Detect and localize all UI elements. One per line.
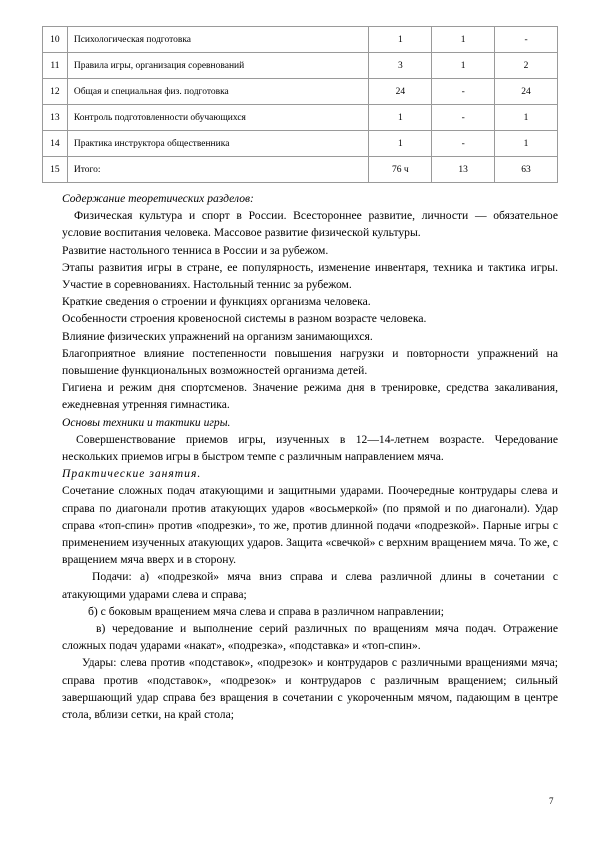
table-row <box>43 27 558 53</box>
practice-hours: 63 <box>495 157 558 183</box>
practice-hours: 2 <box>495 53 558 79</box>
total-hours: 24 <box>369 79 432 105</box>
document-body <box>62 190 558 723</box>
topic-name: Контроль подготовленности обучающихся <box>67 105 369 131</box>
total-hours: 1 <box>369 131 432 157</box>
topic-name: Итого: <box>67 157 369 183</box>
total-hours: 1 <box>369 105 432 131</box>
topic-name: Правила игры, организация соревнований <box>67 53 369 79</box>
theory-hours: - <box>432 105 495 131</box>
row-number: 15 <box>43 157 68 183</box>
practice-hours: 1 <box>495 105 558 131</box>
paragraph: в) чередование и выполнение серий различных по вращениям мяча подач. Отражение сложных подач ударами «накат», «подрезка», «подставка» и «топ-спин». <box>62 622 558 653</box>
paragraph: Сочетание сложных подач атакующими и защитными ударами. Поочередные контрудары слева и справа по диагонали против атакующих ударов «восьмеркой» (по прямой и по диагонали). Удар справа «топ-спин» против «подрезки», то же, против длинной подачи «подрезкой». Парные игры с применением изученных атакующих ударов. Защита «свечкой» с верхним вращением мяча. То же, с вращением мяча вверх и в сторону. <box>62 484 558 567</box>
paragraph: Совершенствование приемов игры, изученных в 12—14-летнем возрасте. Чередование нескольких приемов игры в быстром темпе с различным направлением мяча. <box>62 432 558 464</box>
theory-hours: 1 <box>432 27 495 53</box>
page-number: 7 <box>549 796 554 806</box>
theory-hours: - <box>432 131 495 157</box>
row-number: 12 <box>43 79 68 105</box>
topic-name: Общая и специальная физ. подготовка <box>67 79 369 105</box>
hours-table-body <box>43 27 558 183</box>
paragraph: б) с боковым вращением мяча слева и справа в различном направлении; <box>88 604 444 618</box>
section-heading-technique: Основы техники и тактики игры. <box>62 415 231 429</box>
row-number: 10 <box>43 27 68 53</box>
row-number: 14 <box>43 131 68 157</box>
topic-name: Практика инструктора общественника <box>67 131 369 157</box>
theory-hours: - <box>432 79 495 105</box>
topic-name: Психологическая подготовка <box>67 27 369 53</box>
theory-hours: 1 <box>432 53 495 79</box>
paragraph: Влияние физических упражнений на организм занимающихся. <box>62 329 373 343</box>
paragraph-text: Физическая культура и спорт в России. Всестороннее развитие, личности — обязательное условие воспитания человека. Массовое развитие физической культуры. <box>62 209 558 240</box>
practice-hours: 24 <box>495 79 558 105</box>
practice-hours: - <box>495 27 558 53</box>
paragraph: Благоприятное влияние постепенности повышения нагрузки и повторности упражнений на повышение функциональных возможностей организма детей. <box>62 346 558 378</box>
table-row <box>43 79 558 105</box>
theory-hours: 13 <box>432 157 495 183</box>
table-row <box>43 105 558 131</box>
row-number: 11 <box>43 53 68 79</box>
total-hours: 1 <box>369 27 432 53</box>
section-heading-theory: Содержание теоретических разделов: <box>62 192 254 205</box>
paragraph: Подачи: а) «подрезкой» мяча вниз справа и слева различной длины в сочетании с атакующими ударами слева и справа; <box>62 570 558 601</box>
table-row-total <box>43 157 558 183</box>
hours-table <box>42 26 558 183</box>
practice-hours: 1 <box>495 131 558 157</box>
table-row <box>43 53 558 79</box>
paragraph: Этапы развития игры в стране, ее популярность, изменение инвентаря, техника и тактика игры. Участие в соревнованиях. Настольный теннис за рубежом. <box>62 260 558 292</box>
paragraph: Удары: слева против «подставок», «подрезок» и контрударов с различными вращениями мяча; справа против «подставок», «подрезок» и контрударов с различным вращением; сильный завершающий удар справа без вращения в сочетании с укороченным мячом, падающим в центре стола, вблизи сетки, на край стола; <box>62 656 558 722</box>
row-number: 13 <box>43 105 68 131</box>
section-heading-practice: Практические занятия. <box>62 467 202 481</box>
table-row <box>43 131 558 157</box>
paragraph: Гигиена и режим дня спортсменов. Значение режима дня в тренировке, средства закаливания, ежедневная утренняя гимнастика. <box>62 381 558 412</box>
paragraph: Развитие настольного тенниса в России и за рубежом. <box>62 243 329 257</box>
paragraph: Особенности строения кровеносной системы в разном возрасте человека. <box>62 312 427 326</box>
paragraph <box>42 207 558 241</box>
paragraph: Краткие сведения о строении и функциях организма человека. <box>62 295 371 309</box>
total-hours: 3 <box>369 53 432 79</box>
total-hours: 76 ч <box>369 157 432 183</box>
